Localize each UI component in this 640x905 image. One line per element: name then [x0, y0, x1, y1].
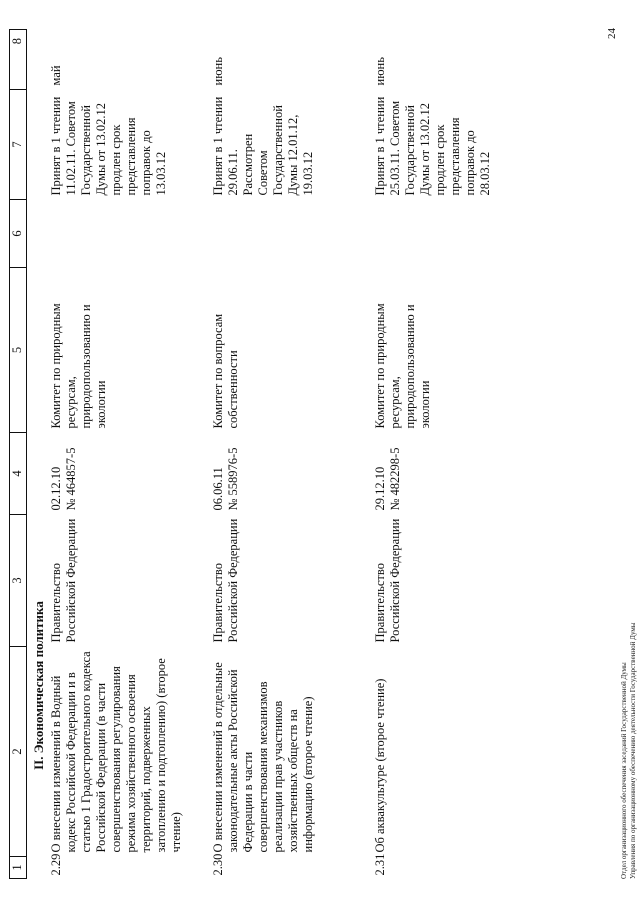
responsible-committee: Комитет по природным ресурсам, природопользованию и экологии [373, 303, 432, 429]
bill-status: Принят в 1 чтении 25.03.11. Советом Государственной Думы от 13.02.12 продлен срок представления поправок до 28.03.12 [373, 96, 492, 196]
column-header-7: 7 [10, 90, 27, 200]
bill-status: Принят в 1 чтении 11.02.11. Советом Государственной Думы от 13.02.12 продлен срок представления поправок до 13.03.12 [49, 96, 168, 196]
column-header-8: 8 [10, 30, 27, 90]
bill-date-number: 29.12.10 № 482298-5 [373, 447, 402, 511]
table-row [47, 30, 209, 879]
planned-month: май [49, 65, 63, 86]
column-number-header [10, 30, 27, 879]
responsible-committee: Комитет по природным ресурсам, природопользованию и экологии [49, 303, 108, 429]
bill-initiator: Правительство Российской Федерации [49, 518, 78, 643]
row-number: 2.29 [49, 853, 63, 876]
column-6-cell [47, 200, 209, 268]
table-row [371, 30, 533, 879]
responsible-committee: Комитет по вопросам собственности [211, 313, 240, 429]
column-header-3: 3 [10, 515, 27, 647]
bill-date-number: 06.06.11 № 558976-5 [211, 447, 240, 511]
column-header-4: 4 [10, 433, 27, 515]
column-header-2: 2 [10, 647, 27, 857]
footer-line-2: Управления по организационному обеспечению деятельности Государственной Думы [629, 622, 637, 879]
bill-status: Принят в 1 чтении 29.06.11. Рассмотрен Советом Государственной Думы 12.01.12, 19.03.12 [211, 96, 315, 196]
bill-initiator: Правительство Российской Федерации [211, 518, 240, 643]
legislation-plan-table [9, 29, 533, 879]
page-number: 24 [606, 28, 618, 39]
column-6-cell [371, 200, 533, 268]
row-number: 2.31 [373, 853, 387, 876]
section-title: II. Экономическая политика [31, 601, 46, 770]
bill-initiator: Правительство Российской Федерации [373, 518, 402, 643]
column-header-6: 6 [10, 200, 27, 268]
page-footer [620, 623, 638, 879]
bill-title: О внесении изменений в Водный кодекс Российской Федерации и в статью 1 Градостроительного кодекса Российской Федерации (в части совершенствования регулирования режима хозяйственного освоения территорий, подверженных затоплению и подтоплению) (второе чтение) [49, 651, 183, 853]
bill-title: О внесении изменений в отдельные законодательные акты Российской Федерации в части совершенствования механизмов реализации прав участников хозяйственных обществ на информацию (второе чтение) [211, 662, 315, 853]
table-row [209, 30, 371, 879]
bill-date-number: 02.12.10 № 464857-5 [49, 447, 78, 511]
column-header-1: 1 [10, 857, 27, 879]
planned-month: июнь [211, 57, 225, 86]
row-number: 2.30 [211, 853, 225, 876]
footer-line-1: Отдел организационного обеспечения заседаний Государственной Думы [620, 662, 628, 879]
planned-month: июнь [373, 57, 387, 86]
bill-title: Об аквакультуре (второе чтение) [373, 678, 387, 853]
section-row [27, 30, 48, 879]
column-header-5: 5 [10, 268, 27, 433]
column-6-cell [209, 200, 371, 268]
